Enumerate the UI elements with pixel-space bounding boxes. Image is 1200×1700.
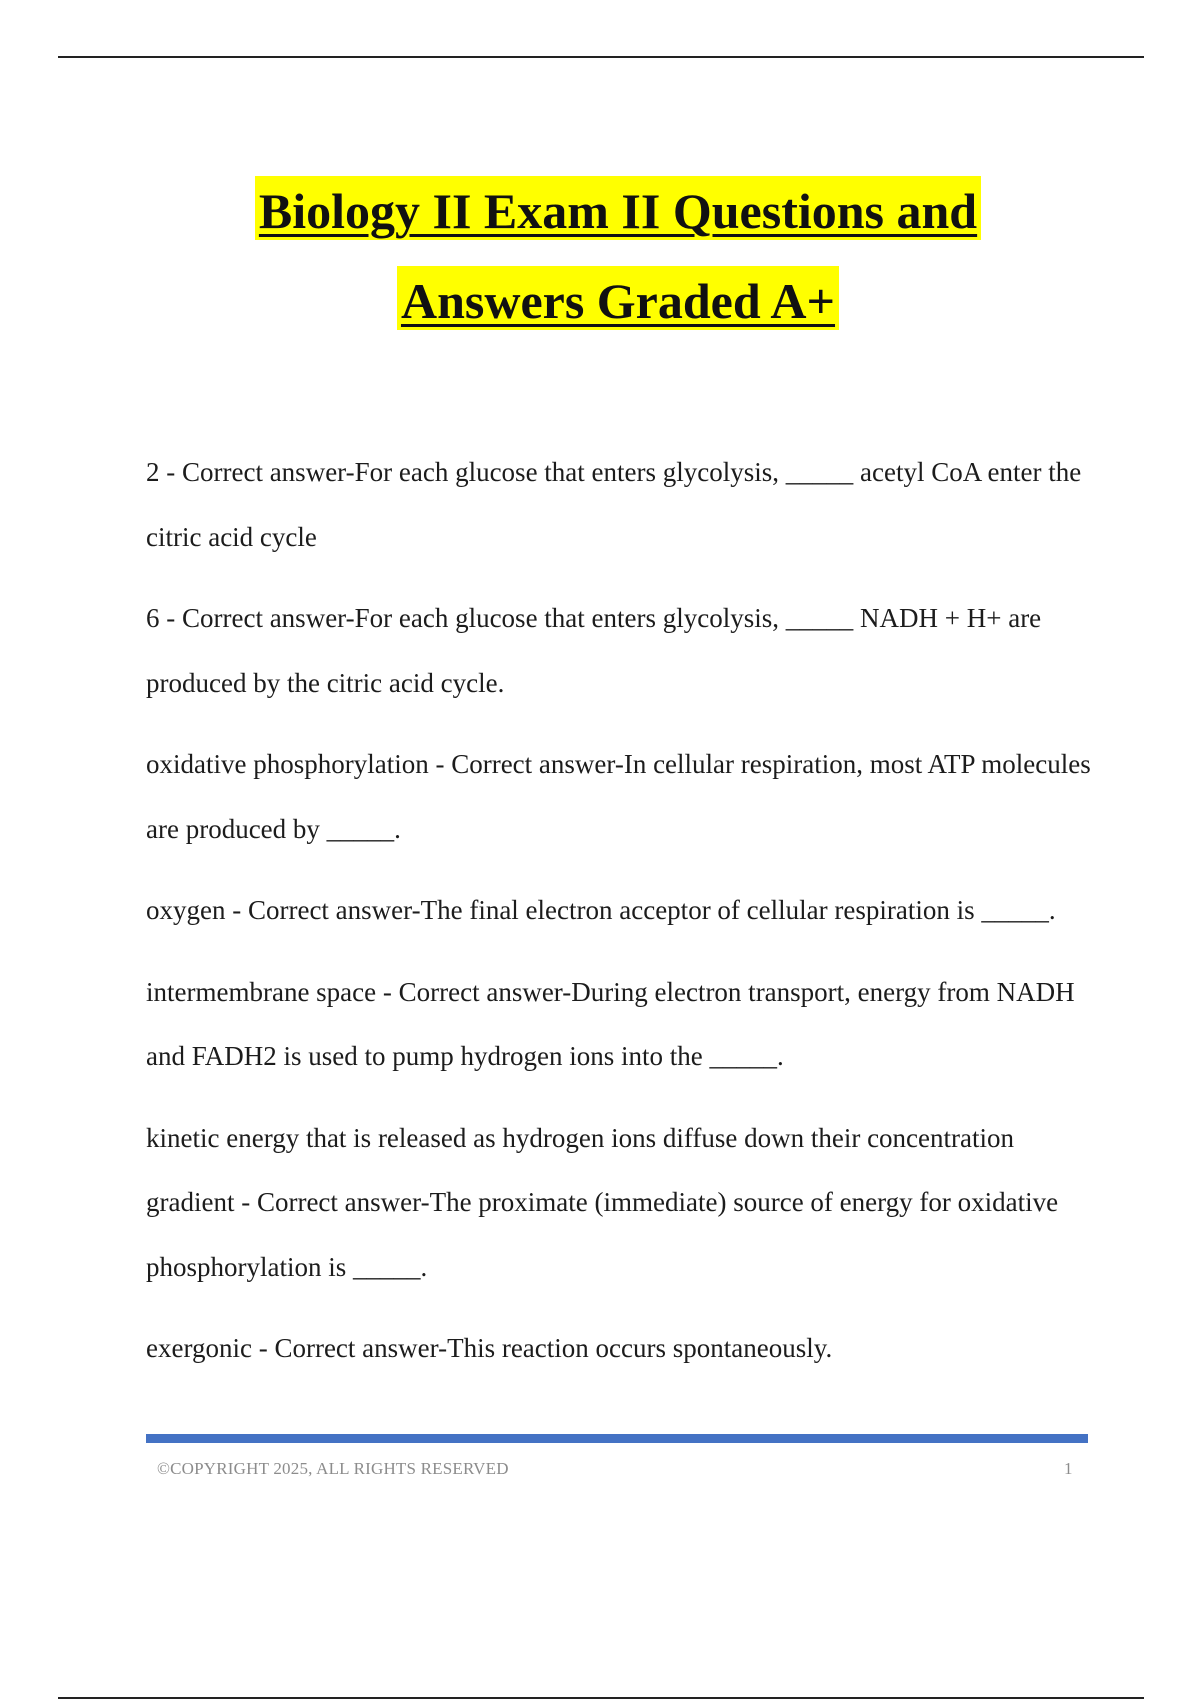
- qa-item: exergonic - Correct answer-This reaction occurs spontaneously.: [146, 1333, 833, 1363]
- bottom-rule: [58, 1697, 1144, 1699]
- qa-item: 2 - Correct answer-For each glucose that enters glycolysis, _____ acetyl CoA enter the citric acid cycle: [146, 457, 1082, 552]
- title-line-2: Answers Graded A+: [397, 266, 839, 330]
- qa-item: oxygen - Correct answer-The final electron acceptor of cellular respiration is _____.: [146, 895, 1056, 925]
- page-number: 1: [1064, 1459, 1073, 1478]
- qa-item: oxidative phosphorylation - Correct answer-In cellular respiration, most ATP molecules are produced by _____.: [146, 749, 1091, 844]
- footer-copyright: ©COPYRIGHT 2025, ALL RIGHTS RESERVED: [157, 1459, 509, 1478]
- qa-list: [146, 440, 1096, 1398]
- footer-rule: [146, 1434, 1088, 1443]
- qa-item: intermembrane space - Correct answer-During electron transport, energy from NADH and FADH2 is used to pump hydrogen ions into the _____.: [146, 976, 1075, 1071]
- document-title: [0, 176, 1200, 330]
- top-rule: [58, 56, 1144, 58]
- qa-item: 6 - Correct answer-For each glucose that enters glycolysis, _____ NADH + H+ are produced by the citric acid cycle.: [146, 603, 1042, 698]
- title-line-1: Biology II Exam II Questions and: [255, 176, 981, 240]
- qa-item: kinetic energy that is released as hydrogen ions diffuse down their concentration gradient - Correct answer-The proximate (immediate) source of energy for oxidative phosphorylation is _____.: [146, 1122, 1059, 1282]
